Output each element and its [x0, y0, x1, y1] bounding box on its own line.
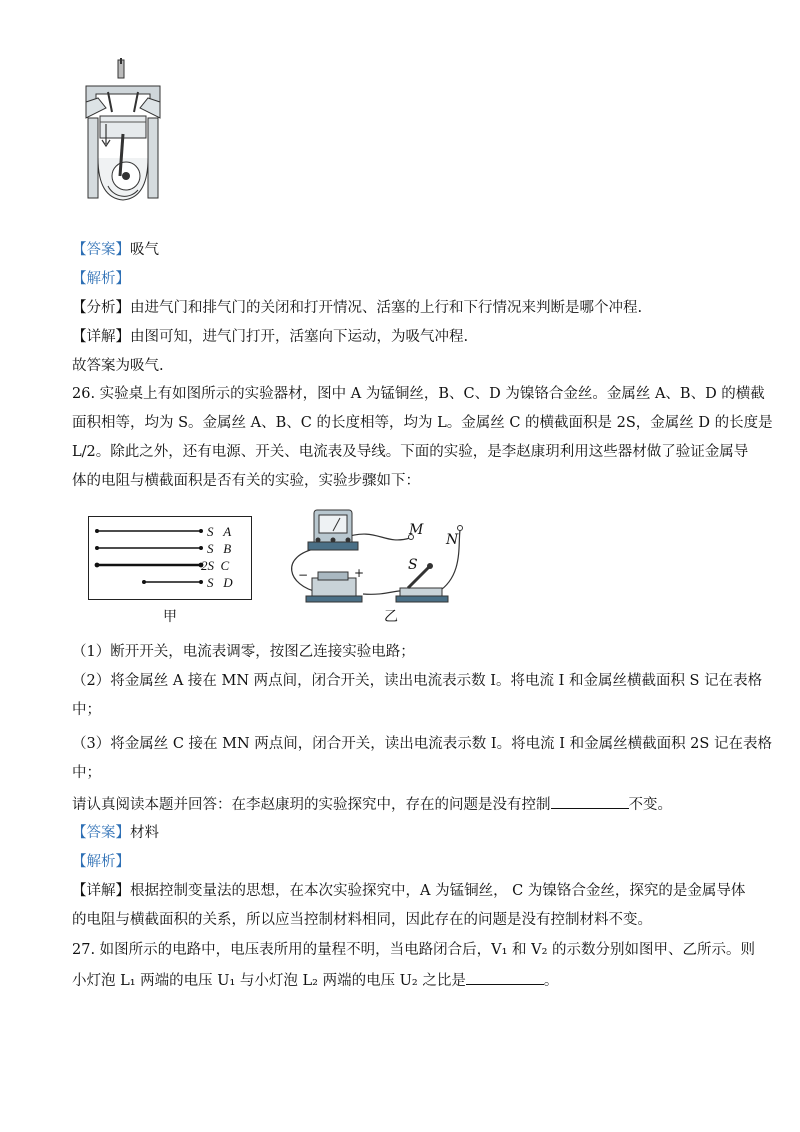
q27-line2-pre: 小灯泡 L₁ 两端的电压 U₁ 与小灯泡 L₂ 两端的电压 U₂ 之比是 [72, 973, 466, 989]
q27-line2-post: 。 [543, 973, 559, 989]
label-n: N [446, 532, 459, 548]
q27-line1: 27. 如图所示的电路中，电压表所用的量程不明，当电路闭合后，V₁ 和 V₂ 的示数分别如图甲、乙所示。则 [72, 942, 756, 958]
analysis-tag: 【解析】 [72, 271, 130, 287]
q26-xiangjie1 [72, 881, 745, 901]
label-m: M [409, 522, 424, 538]
q25-conclusion: 故答案为吸气. [72, 358, 164, 374]
q26-line2: 面积相等，均为 S。金属丝 A、B、C 的长度相等，均为 L。金属丝 C 的横截面积是 2S，金属丝 D 的长度是 [72, 415, 773, 431]
q26-step3a: （3）将金属丝 C 接在 MN 两点间，闭合开关，读出电流表示数 I。将电流 I 和金属丝横截面积 2S 记在表格 [72, 736, 772, 752]
figure-jia [88, 516, 252, 600]
q26-line3: L/2。除此之外，还有电源、开关、电流表及导线。下面的实验，是李赵康玥利用这些器材做了验证金属导 [72, 444, 749, 460]
question-post: 不变。 [628, 797, 672, 813]
label-minus: − [298, 568, 309, 582]
answer-tag: 【答案】 [72, 825, 130, 841]
q26-answer [72, 823, 159, 843]
fenxi-text: 由进气门和排气门的关闭和打开情况、活塞的上行和下行情况来判断是哪个冲程. [130, 300, 643, 316]
caption-yi: 乙 [384, 609, 398, 625]
xiangjie-tag: 【详解】 [72, 883, 130, 899]
answer-blank[interactable] [551, 794, 629, 809]
xiangjie-tag: 【详解】 [72, 329, 130, 345]
q25-fenxi [72, 298, 642, 318]
wire-label-a: S A [207, 524, 232, 539]
wire-label-d: S D [207, 575, 233, 590]
xiangjie-text: 由图可知，进气门打开，活塞向下运动，为吸气冲程. [130, 329, 469, 345]
q26-step2a: （2）将金属丝 A 接在 MN 两点间，闭合开关，读出电流表示数 I。将电流 I 和金属丝横截面积 S 记在表格 [72, 673, 763, 689]
q26-line1: 26. 实验桌上有如图所示的实验器材，图中 A 为锰铜丝，B、C、D 为镍铬合金丝。金属丝 A、B、D 的横截 [72, 386, 765, 402]
q26-xiangjie2: 的电阻与横截面积的关系，所以应当控制材料相同，因此存在的问题是没有控制材料不变。 [72, 912, 652, 928]
answer-tag: 【答案】 [72, 242, 130, 258]
xiangjie-text1: 根据控制变量法的思想，在本次实验探究中，A 为锰铜丝， C 为镍铬合金丝，探究的是金属导体 [130, 883, 746, 899]
q26-step1: （1）断开开关，电流表调零，按图乙连接实验电路； [72, 644, 415, 660]
q27-answer-blank[interactable] [466, 970, 544, 985]
q26-analysis [72, 852, 130, 872]
q25-analysis [72, 269, 130, 289]
wire-label-c: 2S C [201, 558, 230, 573]
q25-xiangjie [72, 327, 468, 347]
label-plus: + [354, 566, 365, 580]
figure-yi-circuit [288, 496, 478, 608]
label-s: S [408, 557, 418, 573]
engine-diagram [78, 58, 168, 210]
q25-answer [72, 240, 159, 260]
q26-step2b: 中； [72, 702, 101, 718]
answer-text: 吸气 [130, 242, 159, 258]
analysis-tag: 【解析】 [72, 854, 130, 870]
q26-question [72, 794, 672, 815]
q26-line4: 体的电阻与横截面积是否有关的实验，实验步骤如下： [72, 473, 420, 489]
answer-text: 材料 [130, 825, 159, 841]
q26-step3b: 中； [72, 765, 101, 781]
caption-jia: 甲 [163, 609, 177, 625]
q27-line2 [72, 970, 558, 991]
fenxi-tag: 【分析】 [72, 300, 130, 316]
question-pre: 请认真阅读本题并回答：在李赵康玥的实验探究中，存在的问题是没有控制 [72, 797, 551, 813]
wire-label-b: S B [207, 541, 232, 556]
